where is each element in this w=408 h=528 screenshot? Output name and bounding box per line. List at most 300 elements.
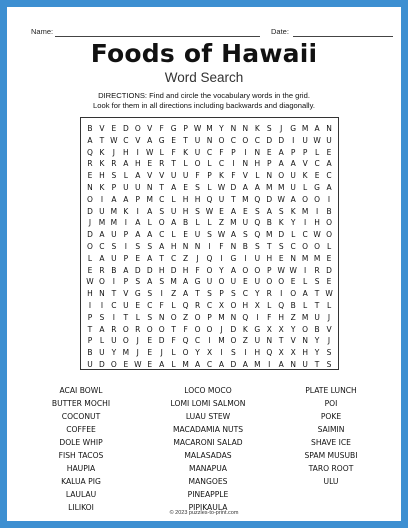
grid-letter[interactable]: I: [244, 348, 247, 358]
grid-letter[interactable]: L: [291, 230, 296, 240]
grid-letter[interactable]: S: [231, 289, 236, 299]
grid-letter[interactable]: C: [230, 135, 237, 145]
grid-letter[interactable]: M: [301, 124, 309, 133]
grid-letter[interactable]: I: [244, 147, 247, 157]
grid-letter[interactable]: R: [111, 324, 117, 334]
grid-letter[interactable]: L: [207, 218, 212, 228]
grid-letter[interactable]: S: [111, 242, 117, 251]
grid-letter[interactable]: A: [254, 183, 260, 192]
grid-letter[interactable]: W: [217, 183, 226, 192]
grid-letter[interactable]: A: [135, 230, 141, 240]
grid-letter[interactable]: A: [99, 253, 105, 263]
grid-letter[interactable]: E: [278, 253, 284, 263]
grid-letter[interactable]: U: [194, 135, 201, 145]
grid-letter[interactable]: I: [160, 289, 163, 299]
grid-letter[interactable]: A: [123, 194, 129, 204]
grid-letter[interactable]: O: [170, 312, 177, 322]
grid-letter[interactable]: P: [267, 265, 272, 275]
grid-letter[interactable]: D: [266, 135, 273, 145]
grid-letter[interactable]: F: [231, 171, 236, 181]
grid-letter[interactable]: P: [87, 312, 93, 322]
grid-letter[interactable]: A: [278, 147, 284, 157]
grid-letter[interactable]: N: [158, 312, 165, 322]
grid-letter[interactable]: J: [220, 324, 223, 334]
grid-letter[interactable]: C: [147, 301, 153, 310]
grid-letter[interactable]: E: [183, 183, 188, 192]
grid-letter[interactable]: C: [206, 360, 213, 369]
grid-letter[interactable]: L: [303, 183, 308, 192]
grid-letter[interactable]: U: [290, 183, 296, 192]
grid-letter[interactable]: T: [159, 253, 164, 263]
grid-letter[interactable]: U: [194, 147, 201, 157]
grid-letter[interactable]: E: [135, 301, 141, 310]
grid-letter[interactable]: H: [158, 265, 165, 275]
grid-letter[interactable]: H: [182, 265, 189, 275]
grid-letter[interactable]: M: [218, 336, 225, 346]
grid-letter[interactable]: Y: [314, 348, 320, 358]
grid-letter[interactable]: B: [290, 301, 296, 310]
grid-letter[interactable]: N: [146, 183, 153, 192]
grid-letter[interactable]: X: [218, 301, 225, 310]
grid-letter[interactable]: I: [112, 312, 115, 322]
grid-letter[interactable]: U: [242, 218, 249, 228]
grid-letter[interactable]: H: [123, 147, 129, 157]
grid-letter[interactable]: W: [86, 277, 94, 287]
grid-letter[interactable]: M: [218, 312, 225, 322]
grid-letter[interactable]: D: [146, 265, 153, 275]
grid-letter[interactable]: C: [111, 301, 117, 310]
grid-letter[interactable]: Z: [242, 336, 248, 346]
grid-letter[interactable]: I: [124, 218, 127, 228]
grid-letter[interactable]: V: [159, 171, 165, 181]
grid-letter[interactable]: A: [147, 206, 153, 216]
grid-letter[interactable]: S: [207, 289, 212, 299]
grid-letter[interactable]: F: [267, 312, 272, 322]
grid-letter[interactable]: H: [266, 253, 273, 263]
grid-letter[interactable]: J: [88, 218, 92, 228]
grid-letter[interactable]: E: [87, 265, 93, 275]
grid-letter[interactable]: E: [111, 124, 117, 133]
grid-letter[interactable]: T: [314, 301, 320, 310]
grid-letter[interactable]: Y: [314, 336, 320, 346]
grid-letter[interactable]: I: [280, 289, 283, 299]
grid-letter[interactable]: S: [195, 183, 200, 192]
grid-letter[interactable]: O: [110, 360, 117, 369]
grid-letter[interactable]: R: [111, 159, 117, 169]
grid-letter[interactable]: I: [268, 360, 271, 369]
grid-letter[interactable]: W: [205, 206, 214, 216]
grid-letter[interactable]: K: [99, 159, 105, 169]
grid-letter[interactable]: X: [278, 324, 284, 334]
grid-letter[interactable]: E: [326, 253, 332, 263]
grid-letter[interactable]: J: [160, 348, 163, 358]
grid-letter[interactable]: C: [314, 159, 320, 169]
grid-letter[interactable]: A: [99, 230, 105, 240]
grid-letter[interactable]: O: [302, 324, 309, 334]
grid-letter[interactable]: P: [123, 230, 129, 240]
grid-letter[interactable]: U: [123, 183, 129, 192]
grid-letter[interactable]: A: [290, 159, 296, 169]
grid-letter[interactable]: F: [159, 124, 164, 133]
grid-letter[interactable]: D: [230, 324, 237, 334]
grid-letter[interactable]: I: [327, 194, 331, 204]
grid-letter[interactable]: M: [266, 230, 273, 240]
grid-letter[interactable]: H: [182, 194, 189, 204]
grid-letter[interactable]: L: [314, 147, 320, 157]
grid-letter[interactable]: I: [304, 218, 307, 228]
grid-letter[interactable]: J: [196, 253, 199, 263]
grid-letter[interactable]: P: [183, 124, 188, 133]
grid-letter[interactable]: U: [182, 171, 189, 181]
grid-letter[interactable]: O: [87, 194, 93, 204]
grid-letter[interactable]: S: [147, 312, 153, 322]
grid-letter[interactable]: S: [278, 242, 284, 251]
grid-letter[interactable]: E: [147, 336, 153, 346]
grid-letter[interactable]: O: [326, 218, 332, 228]
grid-letter[interactable]: M: [122, 348, 130, 358]
grid-letter[interactable]: A: [123, 265, 129, 275]
grid-letter[interactable]: O: [326, 230, 332, 240]
grid-letter[interactable]: L: [171, 301, 176, 310]
grid-letter[interactable]: Q: [87, 147, 93, 157]
grid-letter[interactable]: O: [230, 336, 237, 346]
grid-letter[interactable]: N: [326, 124, 332, 133]
grid-letter[interactable]: A: [326, 183, 332, 192]
grid-letter[interactable]: B: [326, 206, 332, 216]
grid-letter[interactable]: B: [242, 242, 248, 251]
grid-letter[interactable]: P: [135, 194, 141, 204]
grid-letter[interactable]: V: [242, 171, 248, 181]
grid-letter[interactable]: C: [159, 230, 165, 240]
grid-letter[interactable]: E: [290, 277, 296, 287]
grid-letter[interactable]: O: [302, 242, 309, 251]
grid-letter[interactable]: P: [207, 312, 212, 322]
grid-letter[interactable]: J: [280, 124, 283, 133]
grid-letter[interactable]: C: [171, 253, 177, 263]
grid-letter[interactable]: C: [99, 242, 105, 251]
grid-letter[interactable]: J: [327, 336, 331, 346]
grid-letter[interactable]: Z: [183, 253, 189, 263]
grid-letter[interactable]: M: [301, 312, 309, 322]
grid-letter[interactable]: Q: [206, 194, 213, 204]
grid-letter[interactable]: Q: [182, 336, 189, 346]
grid-letter[interactable]: N: [302, 336, 308, 346]
grid-letter[interactable]: Y: [219, 265, 224, 275]
grid-letter[interactable]: O: [194, 312, 201, 322]
grid-letter[interactable]: L: [303, 277, 308, 287]
grid-letter[interactable]: E: [314, 171, 320, 181]
grid-letter[interactable]: L: [171, 194, 176, 204]
grid-letter[interactable]: U: [254, 253, 261, 263]
grid-letter[interactable]: M: [170, 277, 177, 287]
grid-letter[interactable]: U: [87, 360, 93, 369]
grid-letter[interactable]: I: [136, 206, 139, 216]
grid-letter[interactable]: L: [267, 301, 272, 310]
grid-letter[interactable]: A: [194, 360, 201, 369]
grid-letter[interactable]: X: [290, 348, 296, 358]
grid-letter[interactable]: U: [123, 301, 129, 310]
grid-letter[interactable]: E: [147, 360, 153, 369]
grid-letter[interactable]: U: [99, 348, 105, 358]
grid-letter[interactable]: D: [266, 194, 273, 204]
grid-letter[interactable]: A: [159, 242, 165, 251]
grid-letter[interactable]: W: [110, 135, 118, 145]
grid-letter[interactable]: A: [230, 265, 236, 275]
grid-letter[interactable]: W: [217, 230, 226, 240]
grid-letter[interactable]: X: [266, 324, 272, 334]
grid-letter[interactable]: O: [230, 301, 237, 310]
grid-letter[interactable]: I: [220, 348, 223, 358]
grid-letter[interactable]: W: [277, 194, 285, 204]
grid-letter[interactable]: H: [242, 301, 249, 310]
grid-letter[interactable]: U: [302, 360, 308, 369]
grid-letter[interactable]: N: [206, 135, 213, 145]
grid-letter[interactable]: U: [254, 277, 261, 287]
grid-letter[interactable]: A: [266, 206, 272, 216]
grid-letter[interactable]: I: [232, 159, 235, 169]
grid-letter[interactable]: C: [206, 301, 213, 310]
grid-letter[interactable]: V: [326, 324, 332, 334]
grid-letter[interactable]: V: [147, 171, 153, 181]
grid-letter[interactable]: A: [147, 135, 153, 145]
grid-letter[interactable]: K: [242, 324, 248, 334]
grid-letter[interactable]: M: [301, 253, 309, 263]
grid-letter[interactable]: K: [183, 147, 189, 157]
grid-letter[interactable]: O: [278, 277, 285, 287]
grid-letter[interactable]: M: [277, 183, 285, 192]
grid-letter[interactable]: D: [170, 265, 177, 275]
grid-letter[interactable]: S: [242, 230, 248, 240]
grid-letter[interactable]: L: [207, 183, 212, 192]
grid-letter[interactable]: E: [242, 277, 248, 287]
grid-letter[interactable]: O: [98, 277, 105, 287]
grid-letter[interactable]: I: [244, 253, 247, 263]
grid-letter[interactable]: L: [207, 159, 212, 169]
grid-letter[interactable]: T: [159, 183, 164, 192]
grid-letter[interactable]: C: [218, 159, 225, 169]
grid-letter[interactable]: S: [266, 124, 272, 133]
grid-letter[interactable]: B: [183, 218, 189, 228]
grid-letter[interactable]: K: [290, 206, 296, 216]
grid-letter[interactable]: Y: [290, 218, 296, 228]
grid-letter[interactable]: N: [182, 242, 189, 251]
grid-letter[interactable]: T: [111, 289, 117, 299]
grid-letter[interactable]: T: [266, 242, 272, 251]
grid-letter[interactable]: X: [278, 348, 284, 358]
grid-letter[interactable]: A: [230, 206, 236, 216]
grid-letter[interactable]: G: [158, 135, 165, 145]
grid-letter[interactable]: N: [254, 147, 261, 157]
grid-letter[interactable]: A: [159, 360, 165, 369]
grid-letter[interactable]: A: [290, 194, 296, 204]
grid-letter[interactable]: M: [242, 194, 249, 204]
grid-letter[interactable]: O: [218, 135, 225, 145]
grid-letter[interactable]: W: [325, 289, 333, 299]
grid-letter[interactable]: A: [147, 253, 153, 263]
grid-letter[interactable]: N: [87, 183, 93, 192]
grid-letter[interactable]: H: [182, 206, 189, 216]
grid-letter[interactable]: G: [194, 277, 201, 287]
grid-letter[interactable]: O: [254, 265, 261, 275]
grid-letter[interactable]: W: [289, 265, 297, 275]
grid-letter[interactable]: T: [314, 289, 320, 299]
grid-letter[interactable]: E: [326, 147, 332, 157]
grid-letter[interactable]: Q: [206, 253, 213, 263]
grid-letter[interactable]: A: [183, 289, 189, 299]
grid-letter[interactable]: C: [326, 171, 332, 181]
grid-letter[interactable]: A: [242, 183, 248, 192]
grid-letter[interactable]: D: [326, 265, 332, 275]
grid-letter[interactable]: G: [314, 183, 320, 192]
grid-letter[interactable]: F: [183, 324, 188, 334]
grid-letter[interactable]: E: [171, 135, 177, 145]
grid-letter[interactable]: R: [194, 301, 201, 310]
grid-letter[interactable]: A: [183, 277, 189, 287]
grid-letter[interactable]: R: [99, 265, 105, 275]
grid-letter[interactable]: L: [326, 301, 332, 310]
grid-letter[interactable]: T: [123, 312, 129, 322]
grid-letter[interactable]: U: [170, 206, 177, 216]
grid-letter[interactable]: M: [313, 253, 321, 263]
grid-letter[interactable]: B: [87, 124, 93, 133]
grid-letter[interactable]: F: [171, 147, 176, 157]
grid-letter[interactable]: N: [194, 242, 201, 251]
grid-letter[interactable]: I: [304, 265, 307, 275]
grid-letter[interactable]: H: [99, 171, 105, 181]
grid-letter[interactable]: P: [302, 147, 308, 157]
grid-letter[interactable]: N: [242, 124, 249, 133]
grid-letter[interactable]: D: [230, 183, 237, 192]
grid-letter[interactable]: O: [194, 159, 201, 169]
grid-letter[interactable]: A: [171, 183, 177, 192]
grid-letter[interactable]: U: [314, 312, 320, 322]
grid-letter[interactable]: E: [183, 230, 188, 240]
grid-letter[interactable]: K: [254, 124, 260, 133]
grid-letter[interactable]: M: [301, 206, 309, 216]
grid-letter[interactable]: O: [182, 348, 189, 358]
grid-letter[interactable]: R: [314, 265, 320, 275]
grid-letter[interactable]: Q: [254, 218, 261, 228]
grid-letter[interactable]: Y: [111, 348, 117, 358]
grid-letter[interactable]: M: [110, 218, 118, 228]
grid-letter[interactable]: Y: [290, 324, 296, 334]
grid-letter[interactable]: M: [146, 194, 153, 204]
grid-letter[interactable]: Z: [171, 289, 177, 299]
grid-letter[interactable]: I: [112, 277, 115, 287]
grid-letter[interactable]: N: [266, 336, 273, 346]
grid-letter[interactable]: L: [135, 312, 140, 322]
grid-letter[interactable]: D: [87, 206, 93, 216]
grid-letter[interactable]: S: [147, 289, 153, 299]
grid-letter[interactable]: O: [206, 265, 213, 275]
grid-letter[interactable]: Y: [255, 289, 260, 299]
grid-letter[interactable]: A: [326, 159, 332, 169]
grid-letter[interactable]: T: [87, 324, 93, 334]
grid-letter[interactable]: B: [314, 324, 320, 334]
grid-letter[interactable]: O: [122, 336, 129, 346]
grid-letter[interactable]: D: [158, 336, 165, 346]
grid-letter[interactable]: D: [87, 230, 93, 240]
grid-letter[interactable]: Q: [254, 230, 261, 240]
grid-letter[interactable]: H: [302, 348, 308, 358]
grid-letter[interactable]: F: [159, 301, 164, 310]
grid-letter[interactable]: I: [100, 194, 104, 204]
grid-letter[interactable]: V: [135, 135, 141, 145]
grid-letter[interactable]: E: [135, 253, 141, 263]
grid-letter[interactable]: P: [231, 147, 236, 157]
grid-letter[interactable]: O: [206, 324, 213, 334]
grid-letter[interactable]: A: [123, 159, 129, 169]
grid-letter[interactable]: S: [231, 348, 236, 358]
grid-letter[interactable]: E: [87, 171, 93, 181]
grid-letter[interactable]: O: [122, 324, 129, 334]
grid-letter[interactable]: U: [99, 206, 105, 216]
grid-letter[interactable]: F: [219, 242, 224, 251]
grid-letter[interactable]: I: [88, 301, 92, 310]
grid-letter[interactable]: P: [207, 171, 212, 181]
grid-letter[interactable]: A: [171, 218, 177, 228]
grid-letter[interactable]: P: [219, 289, 224, 299]
grid-letter[interactable]: U: [170, 171, 177, 181]
grid-letter[interactable]: C: [302, 230, 308, 240]
grid-letter[interactable]: U: [135, 183, 141, 192]
grid-letter[interactable]: I: [256, 312, 259, 322]
grid-letter[interactable]: A: [230, 230, 236, 240]
grid-letter[interactable]: T: [314, 360, 320, 369]
grid-letter[interactable]: K: [99, 147, 105, 157]
grid-letter[interactable]: D: [134, 265, 141, 275]
grid-letter[interactable]: J: [136, 336, 139, 346]
grid-letter[interactable]: O: [194, 324, 201, 334]
grid-letter[interactable]: G: [254, 324, 261, 334]
grid-letter[interactable]: H: [254, 348, 261, 358]
grid-letter[interactable]: C: [206, 147, 213, 157]
grid-letter[interactable]: L: [303, 301, 308, 310]
grid-letter[interactable]: A: [87, 135, 93, 145]
grid-letter[interactable]: I: [136, 147, 139, 157]
grid-letter[interactable]: J: [136, 348, 139, 358]
grid-letter[interactable]: K: [99, 183, 105, 192]
grid-letter[interactable]: A: [302, 289, 308, 299]
grid-letter[interactable]: C: [242, 289, 248, 299]
grid-letter[interactable]: C: [254, 135, 260, 145]
grid-letter[interactable]: D: [230, 360, 237, 369]
grid-letter[interactable]: T: [278, 336, 284, 346]
grid-letter[interactable]: M: [230, 218, 237, 228]
grid-letter[interactable]: J: [112, 147, 115, 157]
grid-letter[interactable]: O: [218, 277, 225, 287]
grid-letter[interactable]: T: [231, 194, 236, 204]
grid-letter[interactable]: O: [87, 242, 93, 251]
grid-letter[interactable]: I: [292, 135, 295, 145]
grid-letter[interactable]: F: [171, 336, 176, 346]
grid-letter[interactable]: R: [135, 324, 141, 334]
grid-letter[interactable]: V: [147, 124, 153, 133]
grid-letter[interactable]: T: [171, 159, 176, 169]
grid-letter[interactable]: O: [278, 171, 285, 181]
grid-letter[interactable]: O: [242, 265, 249, 275]
grid-letter[interactable]: F: [195, 265, 200, 275]
grid-letter[interactable]: E: [123, 360, 129, 369]
grid-letter[interactable]: Q: [182, 301, 189, 310]
grid-letter[interactable]: O: [290, 289, 297, 299]
grid-letter[interactable]: C: [290, 242, 296, 251]
grid-letter[interactable]: W: [134, 360, 142, 369]
grid-letter[interactable]: I: [100, 301, 104, 310]
grid-letter[interactable]: Q: [242, 312, 249, 322]
grid-letter[interactable]: E: [242, 206, 248, 216]
grid-letter[interactable]: L: [255, 171, 260, 181]
